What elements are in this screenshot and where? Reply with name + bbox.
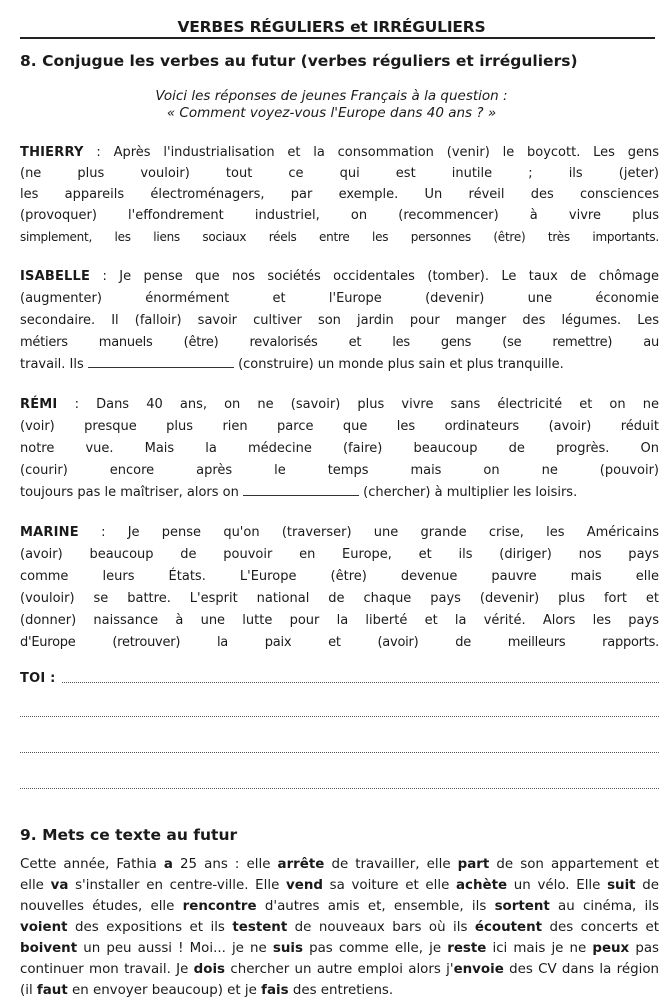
verb-to-conjugate: suis: [272, 941, 303, 956]
verb-to-conjugate: envoie: [453, 962, 504, 977]
text-segment: des expositions et ils: [67, 920, 233, 935]
speaker-toi: TOI :: [20, 671, 56, 686]
speaker-marine: MARINE: [20, 525, 79, 540]
verb-to-conjugate: va: [50, 878, 69, 893]
text-segment: Cette année, Fathia: [20, 857, 164, 872]
remi-line-4: (courir) encore après le temps mais on ne (pouvoir): [20, 463, 659, 478]
text-segment: des concerts et: [542, 920, 659, 935]
verb-to-conjugate: reste: [447, 941, 487, 956]
verb-to-conjugate: dois: [193, 962, 226, 977]
verb-to-conjugate: a: [163, 857, 173, 872]
verb-to-conjugate: vend: [286, 878, 323, 893]
speaker-isabelle: ISABELLE: [20, 269, 91, 284]
text-segment: de nouveaux bars où ils: [287, 920, 475, 935]
thierry-line-5: simplement, les liens sociaux réels entre les personnes (être) très importants.: [20, 230, 659, 244]
exercise-9-line: [20, 940, 659, 958]
thierry-line-4: (provoquer) l'effondrement industriel, on (recommencer) à vivre plus: [20, 208, 660, 223]
verb-to-conjugate: suit: [607, 878, 636, 893]
thierry-line-3: les appareils électroménagers, par exemple. Un réveil des consciences: [20, 187, 659, 202]
text-segment: pas: [629, 941, 659, 956]
text-segment: pas comme elle, je: [302, 941, 448, 956]
exercise-9-line: [20, 877, 659, 895]
exercise-9-title: 9. Mets ce texte au futur: [20, 826, 238, 844]
text-segment: de: [635, 878, 659, 893]
verb-to-conjugate: sortent: [494, 899, 550, 914]
toi-answer-line-4[interactable]: [20, 788, 659, 789]
text-segment: des CV dans la région: [503, 962, 659, 977]
verb-to-conjugate: fais: [261, 983, 289, 998]
text-segment: un vélo. Elle: [507, 878, 608, 893]
verb-to-conjugate: boivent: [20, 941, 78, 956]
text-segment: des entretiens.: [288, 983, 394, 998]
verb-to-conjugate: arrête: [277, 857, 325, 872]
remi-line-5: toujours pas le maîtriser, alors on (chercher) à multiplier les loisirs.: [20, 485, 578, 500]
answer-blank[interactable]: [88, 356, 234, 368]
toi-line: [20, 670, 659, 688]
text-segment: sa voiture et elle: [322, 878, 457, 893]
marine-line-1: MARINE : Je pense qu'on (traverser) une grande crise, les Américains: [20, 525, 659, 540]
verb-to-conjugate: achète: [456, 878, 508, 893]
speaker-thierry: THIERRY: [20, 145, 84, 160]
text-segment: chercher un autre emploi alors j': [225, 962, 454, 977]
text-segment: s'installer en centre-ville. Elle: [68, 878, 287, 893]
text-segment: de son appartement et: [489, 857, 659, 872]
marine-line-6: d'Europe (retrouver) la paix et (avoir) de meilleurs rapports.: [20, 635, 659, 650]
verb-to-conjugate: écoutent: [474, 920, 543, 935]
marine-line-3: comme leurs États. L'Europe (être) devenue pauvre mais elle: [20, 569, 659, 584]
verb-to-conjugate: rencontre: [182, 899, 257, 914]
exercise-8-intro-quote: « Comment voyez-vous l'Europe dans 40 ans ? »: [166, 105, 497, 121]
exercise-8-title: 8. Conjugue les verbes au futur (verbes réguliers et irréguliers): [20, 52, 578, 70]
text-segment: ici mais je ne: [486, 941, 593, 956]
isabelle-line-5: travail. Ils (construire) un monde plus sain et plus tranquille.: [20, 357, 564, 372]
marine-line-5: (donner) naissance à une lutte pour la liberté et la vérité. Alors les pays: [20, 613, 659, 628]
text-segment: un peu aussi ! Moi... je ne: [77, 941, 273, 956]
marine-line-4: (vouloir) se battre. L'esprit national de chaque pays (devenir) plus fort et: [20, 591, 659, 606]
remi-line-2: (voir) presque plus rien parce que les ordinateurs (avoir) réduit: [20, 419, 659, 434]
verb-to-conjugate: testent: [232, 920, 288, 935]
toi-answer-line-3[interactable]: [20, 752, 659, 753]
remi-line-1: RÉMI : Dans 40 ans, on ne (savoir) plus vivre sans électricité et on ne: [20, 397, 659, 412]
header-rule: [20, 37, 655, 39]
speaker-remi: RÉMI: [20, 397, 58, 412]
exercise-9-line: [20, 982, 659, 1000]
thierry-line-1: THIERRY : Après l'industrialisation et la consommation (venir) le boycott. Les gens: [20, 145, 659, 160]
toi-answer-line-1[interactable]: [62, 682, 659, 683]
exercise-9-line: [20, 961, 659, 979]
answer-blank[interactable]: [243, 484, 359, 496]
remi-line-3: notre vue. Mais la médecine (faire) beaucoup de progrès. On: [20, 441, 659, 456]
text-segment: nouvelles études, elle: [20, 899, 183, 914]
isabelle-line-2: (augmenter) énormément et l'Europe (devenir) une économie: [20, 291, 659, 306]
exercise-9-line: [20, 898, 659, 916]
isabelle-line-3: secondaire. Il (falloir) savoir cultiver son jardin pour manger des légumes. Les: [20, 313, 659, 328]
isabelle-line-1: ISABELLE : Je pense que nos sociétés occidentales (tomber). Le taux de chômage: [20, 269, 660, 284]
text-segment: de travailler, elle: [324, 857, 458, 872]
verb-to-conjugate: voient: [20, 920, 68, 935]
verb-to-conjugate: part: [457, 857, 490, 872]
isabelle-line-4: métiers manuels (être) revalorisés et les gens (se remettre) au: [20, 335, 659, 350]
verb-to-conjugate: faut: [36, 983, 68, 998]
text-segment: en envoyer beaucoup) et je: [67, 983, 262, 998]
text-segment: d'autres amis et, ensemble, ils: [256, 899, 495, 914]
marine-line-2: (avoir) beaucoup de pouvoir en Europe, et ils (diriger) nos pays: [20, 547, 659, 562]
exercise-9-line: [20, 919, 659, 937]
text-segment: 25 ans : elle: [172, 857, 278, 872]
text-segment: continuer mon travail. Je: [20, 962, 194, 977]
page-title: VERBES RÉGULIERS et IRRÉGULIERS: [177, 18, 486, 36]
exercise-9-line: [20, 856, 659, 874]
text-segment: elle: [20, 878, 51, 893]
text-segment: (il: [20, 983, 37, 998]
verb-to-conjugate: peux: [592, 941, 630, 956]
thierry-line-2: (ne plus vouloir) tout ce qui est inutile ; ils (jeter): [20, 166, 659, 181]
toi-answer-line-2[interactable]: [20, 716, 659, 717]
exercise-8-intro-question: Voici les réponses de jeunes Français à la question :: [155, 88, 508, 104]
text-segment: au cinéma, ils: [549, 899, 659, 914]
